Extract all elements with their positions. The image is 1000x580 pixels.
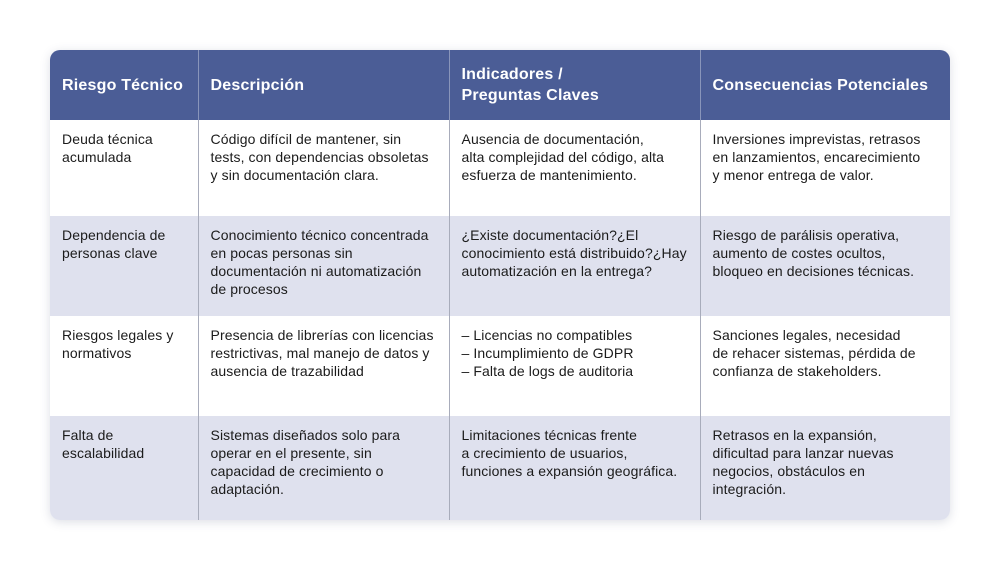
cell-description: Presencia de librerías con licencias restrictivas, mal manejo de datos y ausencia de trazabilidad: [198, 316, 449, 416]
consequence-line: Inversiones imprevistas, retrasos: [712, 131, 921, 147]
cell-description: Conocimiento técnico concentrada en pocas personas sin documentación ni automatización de procesos: [198, 216, 449, 316]
indicator-line: ¿Existe documentación?¿El conocimiento está distribuido?¿Hay automatización en la entrega?: [461, 227, 687, 279]
table-header: [50, 50, 950, 120]
indicator-line: – Falta de logs de auditoria: [461, 363, 634, 379]
header-riesgo: Riesgo Técnico: [62, 76, 184, 94]
risk-table: [50, 50, 950, 520]
table-body: [50, 120, 950, 520]
cell-indicators: [449, 316, 700, 416]
table-row: [50, 120, 950, 216]
cell-risk: Deuda técnica acumulada: [62, 131, 153, 165]
indicator-line: – Incumplimiento de GDPR: [461, 345, 634, 361]
header-indicadores-line1: Indicadores /: [461, 66, 563, 83]
cell-consequences: [700, 120, 950, 216]
consequence-line: de rehacer sistemas, pérdida de: [712, 345, 916, 361]
cell-risk: Dependencia de personas clave: [62, 227, 166, 261]
table-row: [50, 416, 950, 520]
header-descripcion: Descripción: [198, 50, 449, 120]
cell-risk: Falta de escalabilidad: [62, 427, 145, 461]
indicator-line: Ausencia de documentación,: [461, 131, 644, 147]
consequence-line: integración.: [712, 481, 787, 497]
indicator-line: funciones a expansión geográfica.: [461, 463, 678, 479]
cell-consequences: [700, 216, 950, 316]
cell-indicators: [449, 216, 700, 316]
consequence-line: negocios, obstáculos en: [712, 463, 866, 479]
consequence-line: dificultad para lanzar nuevas: [712, 445, 894, 461]
consequence-line: Sanciones legales, necesidad: [712, 327, 901, 343]
indicator-line: Limitaciones técnicas frente: [461, 427, 638, 443]
cell-consequences: [700, 416, 950, 520]
header-consecuencias: Consecuencias Potenciales: [700, 50, 950, 120]
consequence-line: aumento de costes ocultos,: [712, 245, 886, 261]
consequence-line: y menor entrega de valor.: [712, 167, 874, 183]
cell-description: Sistemas diseñados solo para operar en el presente, sin capacidad de crecimiento o adaptación.: [198, 416, 449, 520]
table-row: [50, 216, 950, 316]
cell-risk: Riesgos legales y normativos: [62, 327, 174, 361]
consequence-line: Riesgo de parálisis operativa,: [712, 227, 900, 243]
cell-description: Código difícil de mantener, sin tests, con dependencias obsoletas y sin documentación clara.: [198, 120, 449, 216]
cell-indicators: [449, 416, 700, 520]
indicator-line: – Licencias no compatibles: [461, 327, 633, 343]
indicator-line: alta complejidad del código, alta esfuerza de mantenimiento.: [461, 149, 665, 183]
header-row: [50, 50, 950, 120]
consequence-line: Retrasos en la expansión,: [712, 427, 877, 443]
header-indicadores-line2: Preguntas Claves: [461, 87, 599, 104]
indicator-line: a crecimiento de usuarios,: [461, 445, 628, 461]
risk-table-card: [50, 50, 950, 520]
consequence-line: bloqueo en decisiones técnicas.: [712, 263, 915, 279]
table-row: [50, 316, 950, 416]
header-indicadores: [449, 50, 700, 120]
cell-consequences: [700, 316, 950, 416]
consequence-line: en lanzamientos, encarecimiento: [712, 149, 921, 165]
cell-indicators: [449, 120, 700, 216]
consequence-line: confianza de stakeholders.: [712, 363, 882, 379]
